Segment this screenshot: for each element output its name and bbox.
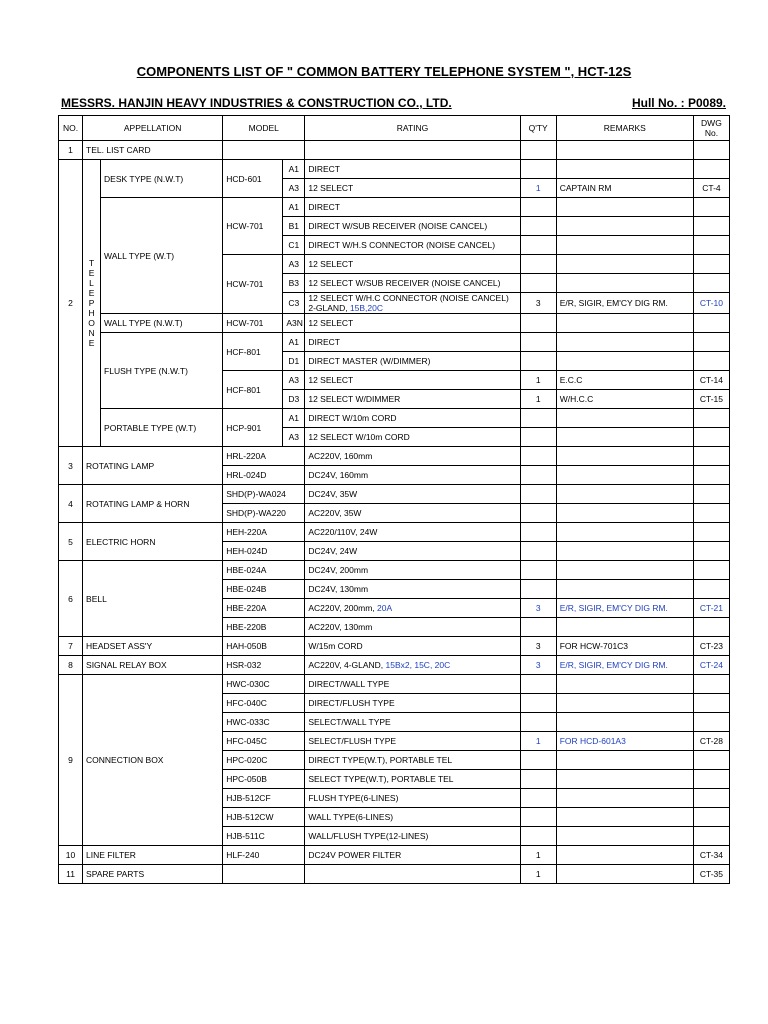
row-model: HEH-024D (223, 542, 305, 561)
row-no: 8 (59, 656, 83, 675)
row-qty: 1 (520, 846, 556, 865)
row-rating: DC24V, 130mm (305, 580, 520, 599)
row-model: HCW-701 (223, 198, 283, 255)
row-model: HBE-024A (223, 561, 305, 580)
row-appellation: WALL TYPE (W.T) (101, 198, 223, 314)
row-remarks: E/R, SIGIR, EM'CY DIG RM. (556, 656, 693, 675)
row-rating: 12 SELECT W/DIMMER (305, 390, 520, 409)
row-model: HCW-701 (223, 255, 283, 314)
row-code: D3 (283, 390, 305, 409)
row-no: 3 (59, 447, 83, 485)
row-code: A3 (283, 428, 305, 447)
header-qty: Q'TY (520, 116, 556, 141)
row-appellation: CONNECTION BOX (83, 675, 223, 846)
row-model: HBE-220A (223, 599, 305, 618)
document-title: COMPONENTS LIST OF " COMMON BATTERY TELEPHONE SYSTEM ", HCT-12S (136, 64, 632, 79)
row-dwg: CT-24 (693, 656, 729, 675)
row-rating: DIRECT W/10m CORD (305, 409, 520, 428)
row-appellation: HEADSET ASS'Y (83, 637, 223, 656)
row-rating: DIRECT/WALL TYPE (305, 675, 520, 694)
table-row (59, 447, 730, 466)
row-appellation: DESK TYPE (N.W.T) (101, 160, 223, 198)
row-rating: DC24V, 200mm (305, 561, 520, 580)
row-rating: DC24V, 24W (305, 542, 520, 561)
row-rating: DIRECT MASTER (W/DIMMER) (305, 352, 520, 371)
row-dwg: CT-4 (693, 179, 729, 198)
row-model: HPC-050B (223, 770, 305, 789)
row-rating: AC220V, 130mm (305, 618, 520, 637)
row-rating: 12 SELECT W/10m CORD (305, 428, 520, 447)
row-rating: SELECT TYPE(W.T), PORTABLE TEL (305, 770, 520, 789)
row-rating: DC24V POWER FILTER (305, 846, 520, 865)
table-row (59, 314, 730, 333)
row-appellation: ELECTRIC HORN (83, 523, 223, 561)
row-remarks: CAPTAIN RM (556, 179, 693, 198)
row-qty: 1 (520, 371, 556, 390)
table-row (59, 865, 730, 884)
row-remarks: E/R, SIGIR, EM'CY DIG RM. (556, 293, 693, 314)
row-rating: W/15m CORD (305, 637, 520, 656)
row-code: D1 (283, 352, 305, 371)
table-row (59, 523, 730, 542)
row-model: HBE-220B (223, 618, 305, 637)
row-no: 2 (59, 160, 83, 447)
table-header-row (59, 116, 730, 141)
row-no: 9 (59, 675, 83, 846)
table-row (59, 160, 730, 179)
table-row (59, 485, 730, 504)
row-no: 7 (59, 637, 83, 656)
row-code: C3 (283, 293, 305, 314)
row-model: HPC-020C (223, 751, 305, 770)
row-dwg: CT-35 (693, 865, 729, 884)
row-appellation: BELL (83, 561, 223, 637)
row-appellation: SPARE PARTS (83, 865, 223, 884)
row-no: 11 (59, 865, 83, 884)
header-appellation: APPELLATION (83, 116, 223, 141)
row-remarks: E.C.C (556, 371, 693, 390)
row-qty: 1 (520, 390, 556, 409)
row-model: HRL-024D (223, 466, 305, 485)
row-remarks: E/R, SIGIR, EM'CY DIG RM. (556, 599, 693, 618)
row-dwg: CT-34 (693, 846, 729, 865)
row-no: 1 (59, 141, 83, 160)
row-rating: DC24V, 35W (305, 485, 520, 504)
row-rating: 12 SELECT (305, 314, 520, 333)
row-rating: DIRECT (305, 198, 520, 217)
row-dwg: CT-23 (693, 637, 729, 656)
row-no: 4 (59, 485, 83, 523)
row-rating: DIRECT (305, 160, 520, 179)
row-model: HCD-601 (223, 160, 283, 198)
row-rating: AC220V, 4-GLAND, 15Bx2, 15C, 20C (305, 656, 520, 675)
header-model: MODEL (223, 116, 305, 141)
row-dwg: CT-15 (693, 390, 729, 409)
row-model: HWC-030C (223, 675, 305, 694)
row-code: A1 (283, 160, 305, 179)
row-no: 6 (59, 561, 83, 637)
row-qty: 3 (520, 656, 556, 675)
row-dwg: CT-21 (693, 599, 729, 618)
row-model: HCF-801 (223, 371, 283, 409)
row-qty: 1 (520, 732, 556, 751)
table-row (59, 141, 730, 160)
row-code: B1 (283, 217, 305, 236)
row-rating: 12 SELECT W/H.C CONNECTOR (NOISE CANCEL) 2-GLAND, 15B,20C (305, 293, 520, 314)
row-remarks: W/H.C.C (556, 390, 693, 409)
row-model: HLF-240 (223, 846, 305, 865)
row-model: HJB-511C (223, 827, 305, 846)
table-row (59, 675, 730, 694)
row-remarks: FOR HCD-601A3 (556, 732, 693, 751)
row-rating: SELECT/WALL TYPE (305, 713, 520, 732)
row-model: HBE-024B (223, 580, 305, 599)
row-model: HSR-032 (223, 656, 305, 675)
row-rating: AC220V, 200mm, 20A (305, 599, 520, 618)
row-qty: 3 (520, 599, 556, 618)
table-row (59, 409, 730, 428)
row-dwg: CT-28 (693, 732, 729, 751)
row-rating: WALL/FLUSH TYPE(12-LINES) (305, 827, 520, 846)
row-appellation: TEL. LIST CARD (83, 141, 223, 160)
row-rating: FLUSH TYPE(6-LINES) (305, 789, 520, 808)
row-rating: SELECT/FLUSH TYPE (305, 732, 520, 751)
row-model: SHD(P)-WA220 (223, 504, 305, 523)
table-row (59, 198, 730, 217)
row-appellation: ROTATING LAMP (83, 447, 223, 485)
header-remarks: REMARKS (556, 116, 693, 141)
row-model: HFC-045C (223, 732, 305, 751)
components-table (58, 115, 730, 884)
table-row (59, 656, 730, 675)
row-rating: DC24V, 160mm (305, 466, 520, 485)
row-appellation: SIGNAL RELAY BOX (83, 656, 223, 675)
row-model: HRL-220A (223, 447, 305, 466)
row-code: A3 (283, 371, 305, 390)
hull-number: Hull No. : P0089. (631, 96, 726, 110)
row-rating: DIRECT W/H.S CONNECTOR (NOISE CANCEL) (305, 236, 520, 255)
row-no: 5 (59, 523, 83, 561)
row-appellation: WALL TYPE (N.W.T) (101, 314, 223, 333)
row-rating: 12 SELECT W/SUB RECEIVER (NOISE CANCEL) (305, 274, 520, 293)
row-appellation: LINE FILTER (83, 846, 223, 865)
row-rating: WALL TYPE(6-LINES) (305, 808, 520, 827)
row-qty: 3 (520, 637, 556, 656)
row-no: 10 (59, 846, 83, 865)
telephone-vertical-label: T E L E P H O N E (83, 160, 101, 447)
row-model: HCP-901 (223, 409, 283, 447)
row-rating: DIRECT (305, 333, 520, 352)
row-model: SHD(P)-WA024 (223, 485, 305, 504)
row-rating: 12 SELECT (305, 179, 520, 198)
row-rating: AC220V, 35W (305, 504, 520, 523)
row-appellation: ROTATING LAMP & HORN (83, 485, 223, 523)
row-qty: 1 (520, 179, 556, 198)
row-dwg: CT-10 (693, 293, 729, 314)
row-model: HWC-033C (223, 713, 305, 732)
header-dwg: DWG No. (693, 116, 729, 141)
row-rating: AC220/110V, 24W (305, 523, 520, 542)
row-model: HCF-801 (223, 333, 283, 371)
row-model: HJB-512CW (223, 808, 305, 827)
row-code: B3 (283, 274, 305, 293)
row-model: HAH-050B (223, 637, 305, 656)
row-code: A3 (283, 179, 305, 198)
row-qty: 1 (520, 865, 556, 884)
row-rating: DIRECT W/SUB RECEIVER (NOISE CANCEL) (305, 217, 520, 236)
header-no: NO. (59, 116, 83, 141)
row-model: HCW-701 (223, 314, 283, 333)
company-name: MESSRS. HANJIN HEAVY INDUSTRIES & CONSTRUCTION CO., LTD. (61, 96, 452, 110)
row-model: HEH-220A (223, 523, 305, 542)
row-appellation: PORTABLE TYPE (W.T) (101, 409, 223, 447)
row-rating: 12 SELECT (305, 255, 520, 274)
table-row (59, 846, 730, 865)
row-rating: 12 SELECT (305, 371, 520, 390)
table-row (59, 561, 730, 580)
row-code: A1 (283, 409, 305, 428)
row-rating: DIRECT/FLUSH TYPE (305, 694, 520, 713)
row-code: A3N (283, 314, 305, 333)
header-rating: RATING (305, 116, 520, 141)
table-row (59, 333, 730, 352)
row-code: A1 (283, 333, 305, 352)
row-model: HJB-512CF (223, 789, 305, 808)
table-row (59, 637, 730, 656)
row-code: A3 (283, 255, 305, 274)
row-rating: DIRECT TYPE(W.T), PORTABLE TEL (305, 751, 520, 770)
row-code: A1 (283, 198, 305, 217)
row-appellation: FLUSH TYPE (N.W.T) (101, 333, 223, 409)
row-rating: AC220V, 160mm (305, 447, 520, 466)
row-qty: 3 (520, 293, 556, 314)
row-dwg: CT-14 (693, 371, 729, 390)
row-model: HFC-040C (223, 694, 305, 713)
row-remarks: FOR HCW-701C3 (556, 637, 693, 656)
row-code: C1 (283, 236, 305, 255)
